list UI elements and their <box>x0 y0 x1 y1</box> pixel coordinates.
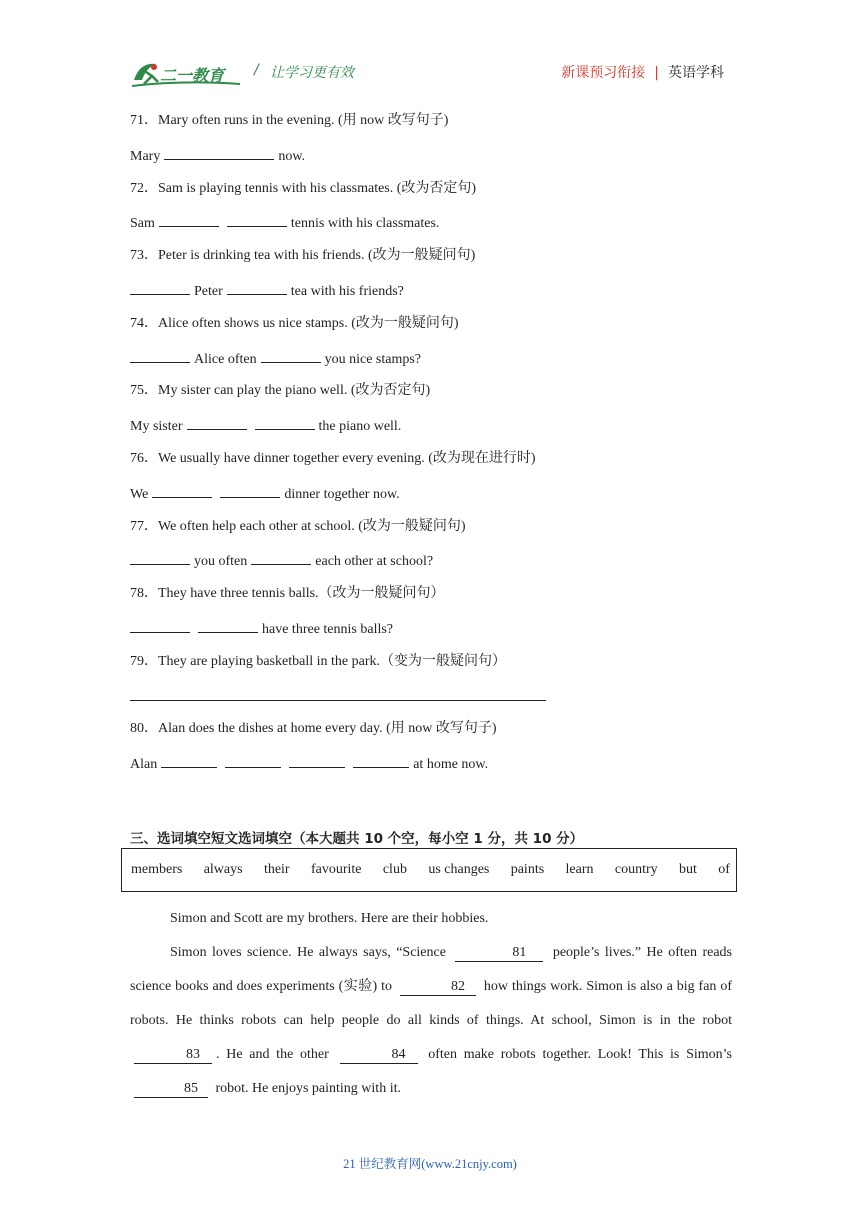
header-separator: | <box>654 65 659 81</box>
question-prompt: 77．We often help each other at school. (改为一般疑问句) <box>130 518 466 534</box>
answer-blank[interactable] <box>159 212 219 227</box>
answer-line <box>130 686 732 706</box>
answer-blank[interactable] <box>261 348 321 363</box>
answer-blank[interactable] <box>161 753 217 768</box>
exercise-list <box>130 111 732 787</box>
header-subject-label: 英语学科 <box>668 65 724 81</box>
slogan-divider: / <box>254 62 259 78</box>
question-prompt: 75．My sister can play the piano well. (改为否定句) <box>130 383 431 399</box>
word-bank-item: us changes <box>428 862 490 877</box>
answer-blank[interactable] <box>187 415 247 430</box>
answer-blank[interactable] <box>130 550 190 565</box>
answer-full-line[interactable] <box>130 686 546 701</box>
answer-line: Sam tennis with his classmates. <box>130 212 732 232</box>
blank-82[interactable]: 82 <box>400 979 476 996</box>
question-prompt: 80．Alan does the dishes at home every day. (用 now 改写句子) <box>130 721 497 737</box>
answer-line: have three tennis balls? <box>130 618 732 638</box>
word-bank-item: always <box>203 862 243 877</box>
section-title: 三、选词填空短文选词填空（本大题共 10 个空，每小空 1 分，共 10 分） <box>130 831 584 847</box>
answer-blank[interactable] <box>130 618 190 633</box>
blank-81[interactable]: 81 <box>455 945 543 962</box>
answer-line: My sister the piano well. <box>130 415 732 435</box>
question-prompt: 79．They are playing basketball in the park.（变为一般疑问句） <box>130 653 506 669</box>
answer-line: Alan at home now. <box>130 753 732 773</box>
answer-blank[interactable] <box>251 550 311 565</box>
answer-line: We dinner together now. <box>130 483 732 503</box>
answer-blank[interactable] <box>225 753 281 768</box>
answer-blank[interactable] <box>152 483 212 498</box>
word-bank-item: but <box>679 862 697 877</box>
word-bank-item: of <box>718 862 730 877</box>
answer-blank[interactable] <box>198 618 258 633</box>
answer-blank[interactable] <box>130 280 190 295</box>
blank-85[interactable]: 85 <box>134 1081 208 1098</box>
answer-line: Mary now. <box>130 145 732 165</box>
word-bank-item: country <box>614 862 658 877</box>
slogan: 让学习更有效 <box>270 65 354 81</box>
answer-blank[interactable] <box>164 145 274 160</box>
passage-paragraph: Simon loves science. He always says, “Science 81 people’s lives.” He often reads science books and does experiments (实验) to 82 how things work. Simon is also a big fan of robots. He thinks robots can help people do all kinds of things. At school, Simon is in the robot 83 . He and the other 84 often make robots together. Look! This is Simon’s 85 robot. He enjoys painting with it. <box>130 945 733 1096</box>
word-bank-item: favourite <box>310 862 362 877</box>
page-header <box>0 0 860 100</box>
question-prompt: 73．Peter is drinking tea with his friends. (改为一般疑问句) <box>130 248 476 264</box>
answer-blank[interactable] <box>220 483 280 498</box>
word-bank-item: paints <box>510 862 545 877</box>
question-prompt: 74．Alice often shows us nice stamps. (改为一般疑问句) <box>130 315 459 331</box>
answer-line: Alice often you nice stamps? <box>130 348 732 368</box>
word-bank-item: learn <box>565 862 594 877</box>
word-bank-item: club <box>382 862 407 877</box>
question-prompt: 71．Mary often runs in the evening. (用 now 改写句子) <box>130 113 449 128</box>
header-subject <box>561 62 724 82</box>
blank-84[interactable]: 84 <box>340 1047 418 1064</box>
question-prompt: 78．They have three tennis balls.（改为一般疑问句） <box>130 586 445 602</box>
footer-source: 21 世纪教育网(www.21cnjy.com) <box>343 1157 517 1171</box>
answer-blank[interactable] <box>255 415 315 430</box>
question-prompt: 72．Sam is playing tennis with his classmates. (改为否定句) <box>130 180 477 196</box>
answer-blank[interactable] <box>289 753 345 768</box>
question-prompt: 76．We usually have dinner together every evening. (改为现在进行时) <box>130 450 536 466</box>
answer-line: you often each other at school? <box>130 550 732 570</box>
passage-paragraph: Simon and Scott are my brothers. Here are their hobbies. <box>170 911 489 926</box>
logo-text: 二一教育 <box>160 66 225 85</box>
passage <box>130 902 732 1106</box>
word-bank-item: members <box>131 862 183 877</box>
word-bank-item: their <box>263 862 290 877</box>
answer-blank[interactable] <box>353 753 409 768</box>
answer-line: Peter tea with his friends? <box>130 280 732 300</box>
word-bank <box>121 848 737 892</box>
answer-blank[interactable] <box>130 348 190 363</box>
blank-83[interactable]: 83 <box>134 1047 212 1064</box>
answer-blank[interactable] <box>227 212 287 227</box>
header-course: 新课预习衔接 <box>561 65 646 81</box>
answer-blank[interactable] <box>227 280 287 295</box>
